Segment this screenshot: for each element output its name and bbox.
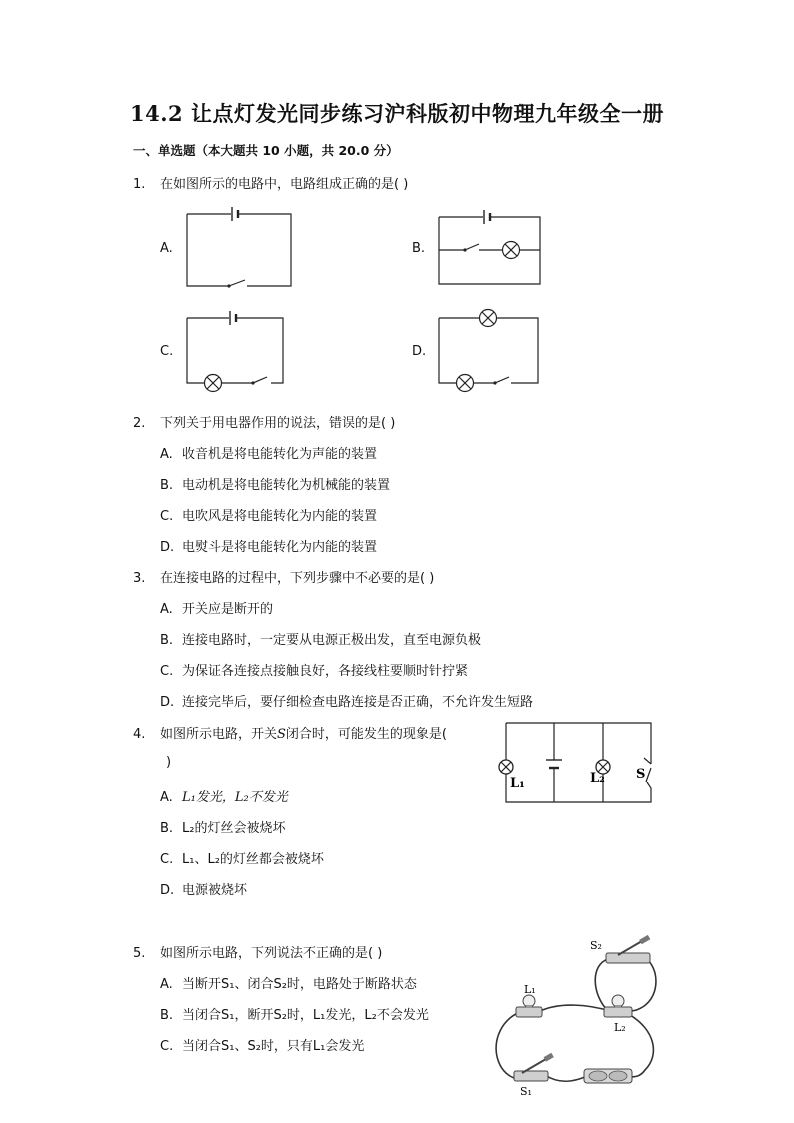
option-text: 电吹风是将电能转化为内能的装置 bbox=[182, 509, 378, 524]
option-text: L₁发光，L₂不发光 bbox=[182, 790, 288, 805]
switch-symbol: S bbox=[277, 727, 286, 742]
q1-label-a: A. bbox=[160, 241, 173, 256]
q2-option-b[interactable] bbox=[160, 474, 390, 493]
option-text: 连接完毕后，要仔细检查电路连接是否正确，不允许发生短路 bbox=[182, 695, 534, 710]
option-text: 当断开S₁、闭合S₂时，电路处于断路状态 bbox=[182, 977, 417, 992]
q3-option-a[interactable] bbox=[160, 598, 273, 617]
option-label: B. bbox=[160, 1008, 174, 1023]
question-4-bracket: ) bbox=[166, 755, 172, 770]
question-text: 如图所示电路，开关 bbox=[160, 727, 278, 742]
q1-label-c: C. bbox=[160, 344, 174, 359]
q2-option-c[interactable] bbox=[160, 505, 377, 524]
question-text: 在如图所示的电路中，电路组成正确的是( ) bbox=[160, 177, 409, 192]
option-text: L₂的灯丝会被烧坏 bbox=[182, 821, 286, 836]
question-text: 如图所示电路，下列说法不正确的是( ) bbox=[160, 946, 383, 961]
option-label: A. bbox=[160, 602, 173, 617]
question-text: 在连接电路的过程中，下列步骤中不必要的是( ) bbox=[160, 571, 435, 586]
photo-s1-label: S₁ bbox=[520, 1085, 532, 1098]
q4-option-c[interactable] bbox=[160, 848, 324, 867]
option-text: 电动机是将电能转化为机械能的装置 bbox=[182, 478, 391, 493]
question-3 bbox=[133, 567, 434, 586]
question-number: 4. bbox=[133, 727, 146, 742]
option-label: C. bbox=[160, 664, 174, 679]
q5-circuit-photo bbox=[490, 935, 670, 1098]
question-5 bbox=[133, 942, 382, 961]
question-number: 1. bbox=[133, 177, 146, 192]
photo-s2-label: S₂ bbox=[590, 939, 602, 952]
option-text: 当闭合S₁、S₂时，只有L₁会发光 bbox=[182, 1039, 365, 1054]
q2-option-d[interactable] bbox=[160, 536, 377, 555]
option-label: D. bbox=[160, 883, 175, 898]
option-label: B. bbox=[160, 633, 174, 648]
option-label: B. bbox=[160, 478, 174, 493]
option-text: 电熨斗是将电能转化为内能的装置 bbox=[182, 540, 378, 555]
section-heading: 一、单选题（本大题共 10 小题，共 20.0 分） bbox=[133, 143, 399, 158]
q5-option-b[interactable] bbox=[160, 1004, 429, 1023]
question-1 bbox=[133, 173, 408, 192]
q3-option-d[interactable] bbox=[160, 691, 533, 710]
question-4 bbox=[133, 723, 447, 742]
question-2 bbox=[133, 412, 395, 431]
option-label: A. bbox=[160, 790, 173, 805]
q5-option-c[interactable] bbox=[160, 1035, 364, 1054]
option-text: 为保证各连接点接触良好，各接线柱要顺时针拧紧 bbox=[182, 664, 469, 679]
q1-circuit-c bbox=[185, 310, 287, 392]
option-label: B. bbox=[160, 821, 174, 836]
q2-option-a[interactable] bbox=[160, 443, 377, 462]
question-number: 3. bbox=[133, 571, 146, 586]
option-label: A. bbox=[160, 977, 173, 992]
q1-circuit-b bbox=[437, 207, 543, 287]
q1-label-d: D. bbox=[412, 344, 427, 359]
q4-option-d[interactable] bbox=[160, 879, 247, 898]
option-label: C. bbox=[160, 509, 174, 524]
q4-option-a[interactable] bbox=[160, 786, 288, 805]
option-label: A. bbox=[160, 447, 173, 462]
l1-label: L₁ bbox=[510, 776, 525, 791]
photo-l2-label: L₂ bbox=[614, 1021, 626, 1034]
question-number: 2. bbox=[133, 416, 146, 431]
option-label: D. bbox=[160, 540, 175, 555]
question-number: 5. bbox=[133, 946, 146, 961]
q3-option-b[interactable] bbox=[160, 629, 481, 648]
photo-l1-label: L₁ bbox=[524, 983, 536, 996]
option-text: 电源被烧坏 bbox=[182, 883, 248, 898]
s-label: S bbox=[636, 767, 646, 782]
option-text: L₁、L₂的灯丝都会被烧坏 bbox=[182, 852, 324, 867]
q1-circuit-a bbox=[185, 204, 295, 288]
q1-circuit-d bbox=[437, 307, 542, 393]
option-label: C. bbox=[160, 1039, 174, 1054]
page-title: 14.2 让点灯发光同步练习沪科版初中物理九年级全一册 bbox=[130, 101, 664, 126]
l2-label: L₂ bbox=[590, 771, 605, 786]
q5-option-a[interactable] bbox=[160, 973, 417, 992]
q1-label-b: B. bbox=[412, 241, 426, 256]
q3-option-c[interactable] bbox=[160, 660, 468, 679]
option-text: 开关应是断开的 bbox=[182, 602, 274, 617]
question-text-cont: 闭合时，可能发生的现象是( bbox=[285, 727, 447, 742]
option-text: 收音机是将电能转化为声能的装置 bbox=[182, 447, 378, 462]
option-text: 连接电路时，一定要从电源正极出发，直至电源负极 bbox=[182, 633, 482, 648]
question-text: 下列关于用电器作用的说法，错误的是( ) bbox=[160, 416, 396, 431]
q4-option-b[interactable] bbox=[160, 817, 285, 836]
q4-circuit-figure bbox=[500, 720, 655, 806]
option-text: 当闭合S₁，断开S₂时，L₁发光，L₂不会发光 bbox=[182, 1008, 429, 1023]
option-label: D. bbox=[160, 695, 175, 710]
option-label: C. bbox=[160, 852, 174, 867]
